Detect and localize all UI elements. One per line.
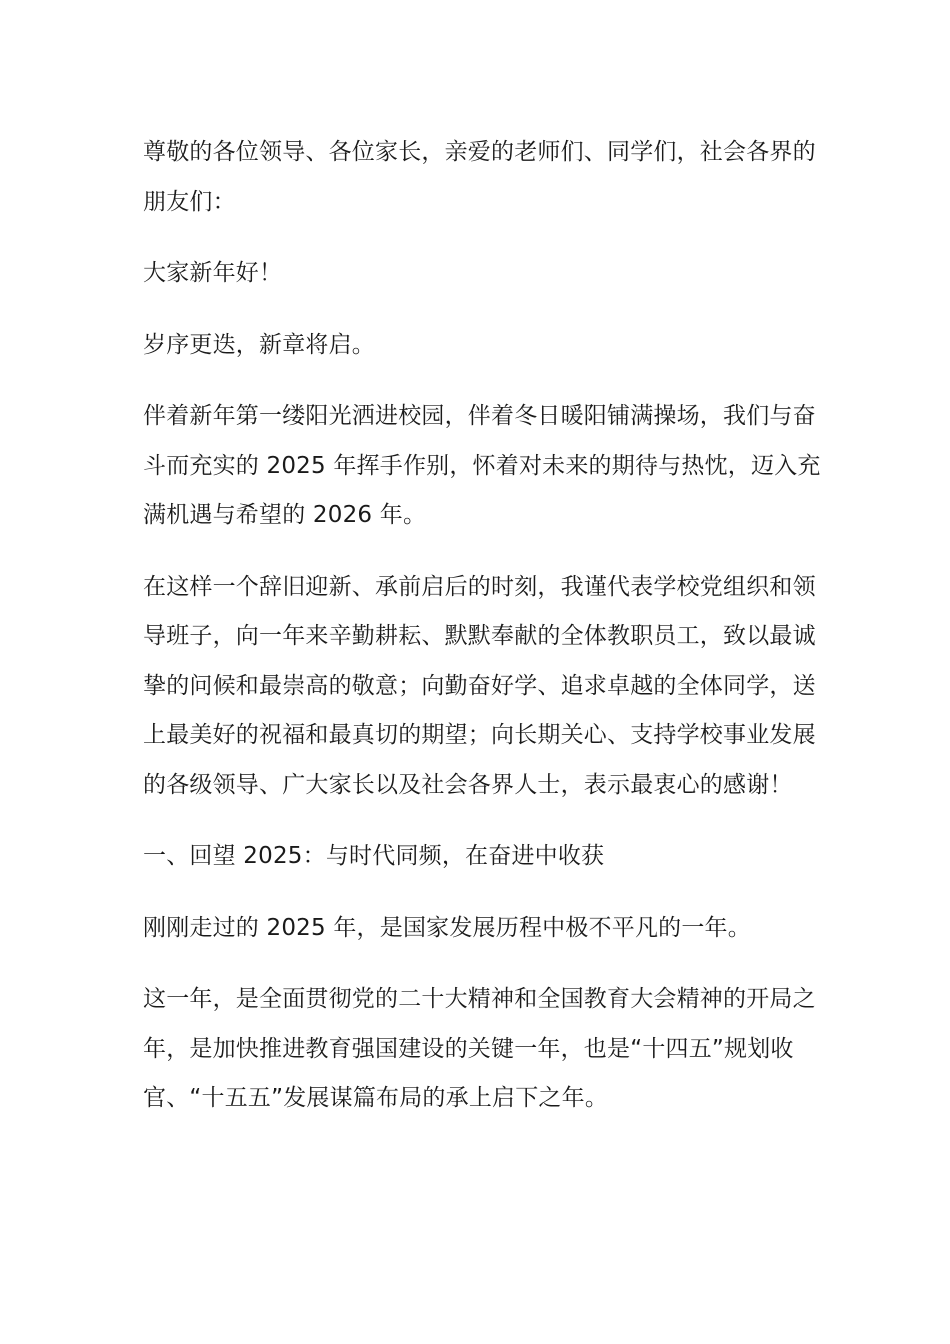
opening-line: 岁序更迭，新章将启。 [143,331,375,358]
body-paragraph: 在这样一个辞旧迎新、承前启后的时刻，我谨代表学校党组织和领导班子，向一年来辛勤耕耘、默默奉献的全体教职员工，致以最诚挚的问候和最崇高的敬意；向勤奋好学、追求卓越的全体同学，送上最美好的祝福和最真切的期望；向长期关心、支持学校事业发展的各级领导、广大家长以及社会各界人士，表示最衷心的感谢！ [143,573,816,798]
new-year-wish: 大家新年好！ [143,260,283,286]
body-paragraph: 这一年，是全面贯彻党的二十大精神和全国教育大会精神的开局之年，是加快推进教育强国建设的关键一年，也是“十四五”规划收官、“十五五”发展谋篇布局的承上启下之年。 [143,986,816,1111]
body-paragraph: 伴着新年第一缕阳光洒进校园，伴着冬日暖阳铺满操场，我们与奋斗而充实的 2025 年挥手作别，怀着对未来的期待与热忱，迈入充满机遇与希望的 2026 年。 [143,403,821,528]
document-body [143,128,823,1146]
body-paragraph: 刚刚走过的 2025 年，是国家发展历程中极不平凡的一年。 [143,914,751,941]
greeting-paragraph: 尊敬的各位领导、各位家长，亲爱的老师们、同学们，社会各界的朋友们： [143,139,816,215]
section-heading: 一、回望 2025：与时代同频，在奋进中收获 [143,843,605,869]
